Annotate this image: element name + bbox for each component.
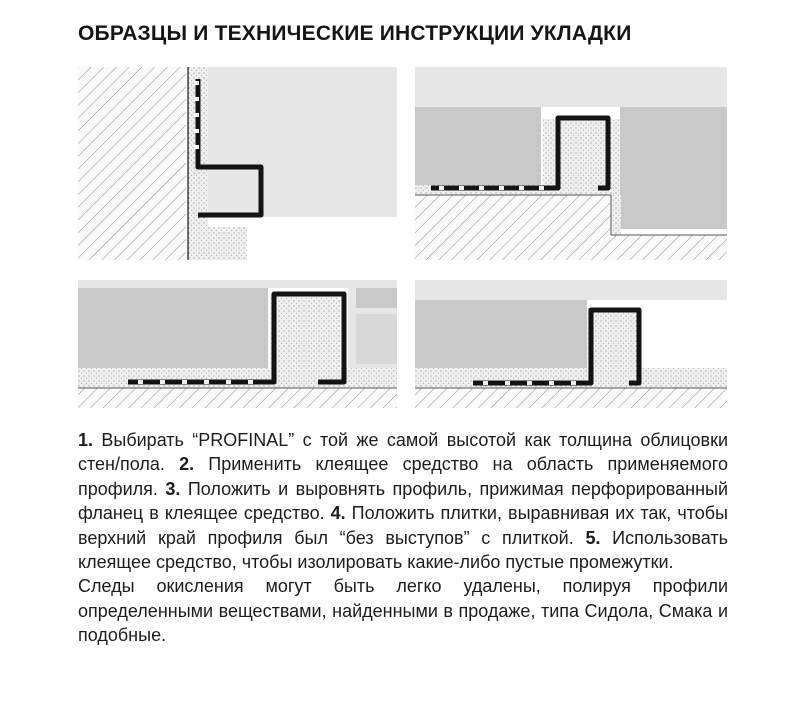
step-4-text: Положить плитки, выравнивая их так, чтобы верхний край профиля был “без выступов” с плиткой. — [78, 503, 728, 548]
step-2-number: 2. — [179, 454, 195, 475]
instructions-block — [78, 428, 728, 648]
step-5-text: Использовать клеящее средство, чтобы изолировать какие-либо пустые промежутки. — [78, 527, 729, 573]
tile — [208, 67, 397, 217]
step-1-text: Выбирать “PROFINAL” с той же самой высотой как толщина облицовки стен/пола. — [78, 430, 728, 475]
step-4-number: 4. — [330, 503, 346, 524]
substrate-hatch — [415, 388, 727, 408]
substrate-hatch — [78, 388, 397, 408]
wall-hatch — [78, 67, 186, 260]
step-3-number: 3. — [165, 478, 181, 499]
lower-tile — [620, 107, 727, 229]
adhesive-layer — [78, 368, 397, 388]
diagram-floor-profile — [78, 280, 397, 408]
page-title: ОБРАЗЦЫ И ТЕХНИЧЕСКИЕ ИНСТРУКЦИИ УКЛАДКИ — [78, 22, 632, 45]
step-3-text: Положить и выровнять профиль, прижимая перфорированный фланец в клеящее средство. — [78, 478, 728, 524]
tile — [415, 300, 587, 368]
tile — [78, 288, 268, 368]
upper-tile — [415, 107, 541, 187]
step-1-number: 1. — [78, 430, 94, 450]
diagram-floor-edge — [415, 280, 727, 408]
diagram-floor-step — [415, 67, 727, 260]
step-2-text: Применить клеящее средство на область применяемого профиля. — [78, 454, 728, 499]
maintenance-note: Следы окисления могут быть легко удалены, полируя профили определенными веществами, найденными в продаже, типа Сидола, Смака и подобные. — [78, 576, 728, 646]
instructions-paragraph — [78, 428, 728, 574]
diagram-wall-corner — [78, 67, 397, 260]
step-5-number: 5. — [585, 527, 601, 548]
